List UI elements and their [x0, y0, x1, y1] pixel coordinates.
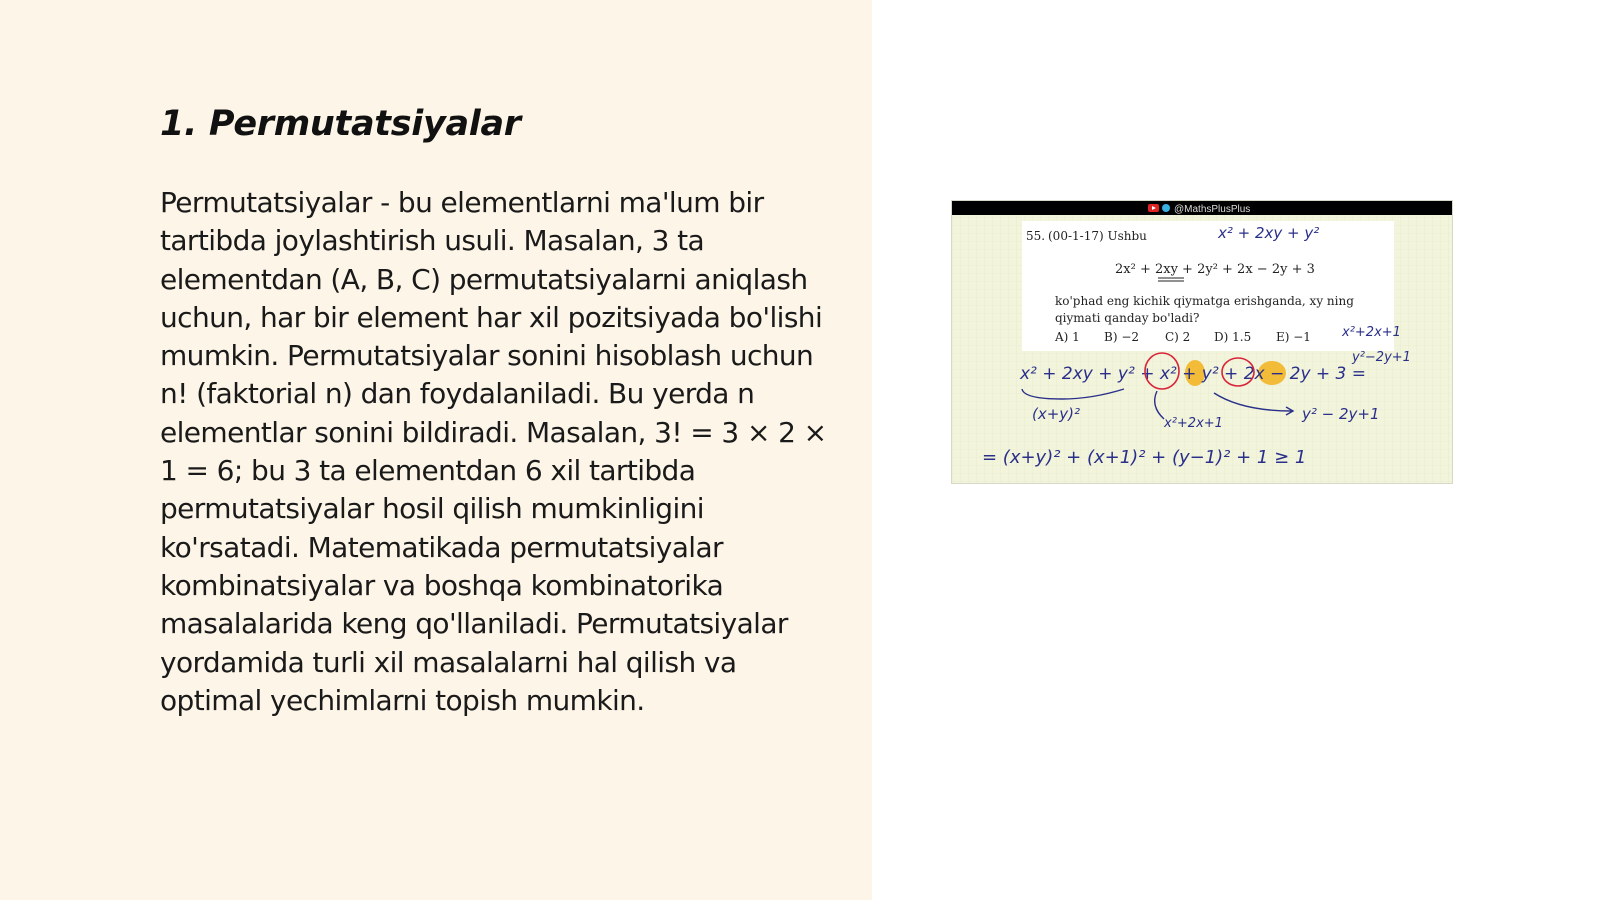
work-line-1: x² + 2xy + y² + x² + y² + 2x − 2y + 3 =	[1020, 364, 1367, 384]
note-top: x² + 2xy + y²	[1218, 224, 1320, 242]
brace-mid-label: x²+2x+1	[1164, 416, 1223, 431]
question-line-1: ko'phad eng kichik qiymatga erishganda, xy ning	[1055, 294, 1354, 308]
slide-body-text: Permutatsiyalar - bu elementlarni ma'lum bir tartibda joylashtirish usuli. Masalan, 3 ta elementdan (A, B, C) permutatsiyalarni aniqlash uchun, har bir element har xil pozitsiyada bo'lishi mumkin. Permutatsiyalar sonini hisoblash uchun n! (faktorial n) dan foydalaniladi. Bu yerda n elementlar sonini bildiradi. Masalan, 3! = 3 × 2 × 1 = 6; bu 3 ta elementdan 6 xil tartibda permutatsiyalar hosil qilish mumkinligini ko'rsatadi. Matematikada permutatsiyalar kombinatsiyalar va boshqa kombinatorika masalalarida keng qo'llaniladi. Permutatsiyalar yordamida turli xil masalalarni hal qilish va optimal yechimlarni topish mumkin.	[160, 186, 827, 717]
channel-handle: @MathsPlusPlus	[1174, 204, 1251, 215]
problem-number: 55.	[1026, 229, 1046, 243]
option-d: D) 1.5	[1214, 330, 1252, 344]
result-line: = (x+y)² + (x+1)² + (y−1)² + 1 ≥ 1	[982, 447, 1307, 468]
telegram-icon	[1162, 204, 1170, 212]
math-problem-image	[951, 200, 1453, 484]
question-line-2: qiymati qanday bo'ladi?	[1055, 311, 1200, 325]
option-e: E) −1	[1276, 330, 1311, 344]
problem-expression: 2x² + 2xy + 2y² + 2x − 2y + 3	[1115, 262, 1315, 277]
option-a: A) 1	[1055, 330, 1080, 344]
note-right-1: x²+2x+1	[1342, 325, 1401, 340]
note-right-2: y²−2y+1	[1352, 350, 1411, 365]
problem-code: (00-1-17) Ushbu	[1048, 229, 1147, 243]
option-c: C) 2	[1165, 330, 1191, 344]
brace-right-label: y² − 2y+1	[1302, 405, 1380, 423]
slide-title: 1. Permutatsiyalar	[160, 104, 521, 144]
brace-left-label: (x+y)²	[1032, 405, 1081, 423]
option-b: B) −2	[1104, 330, 1140, 344]
